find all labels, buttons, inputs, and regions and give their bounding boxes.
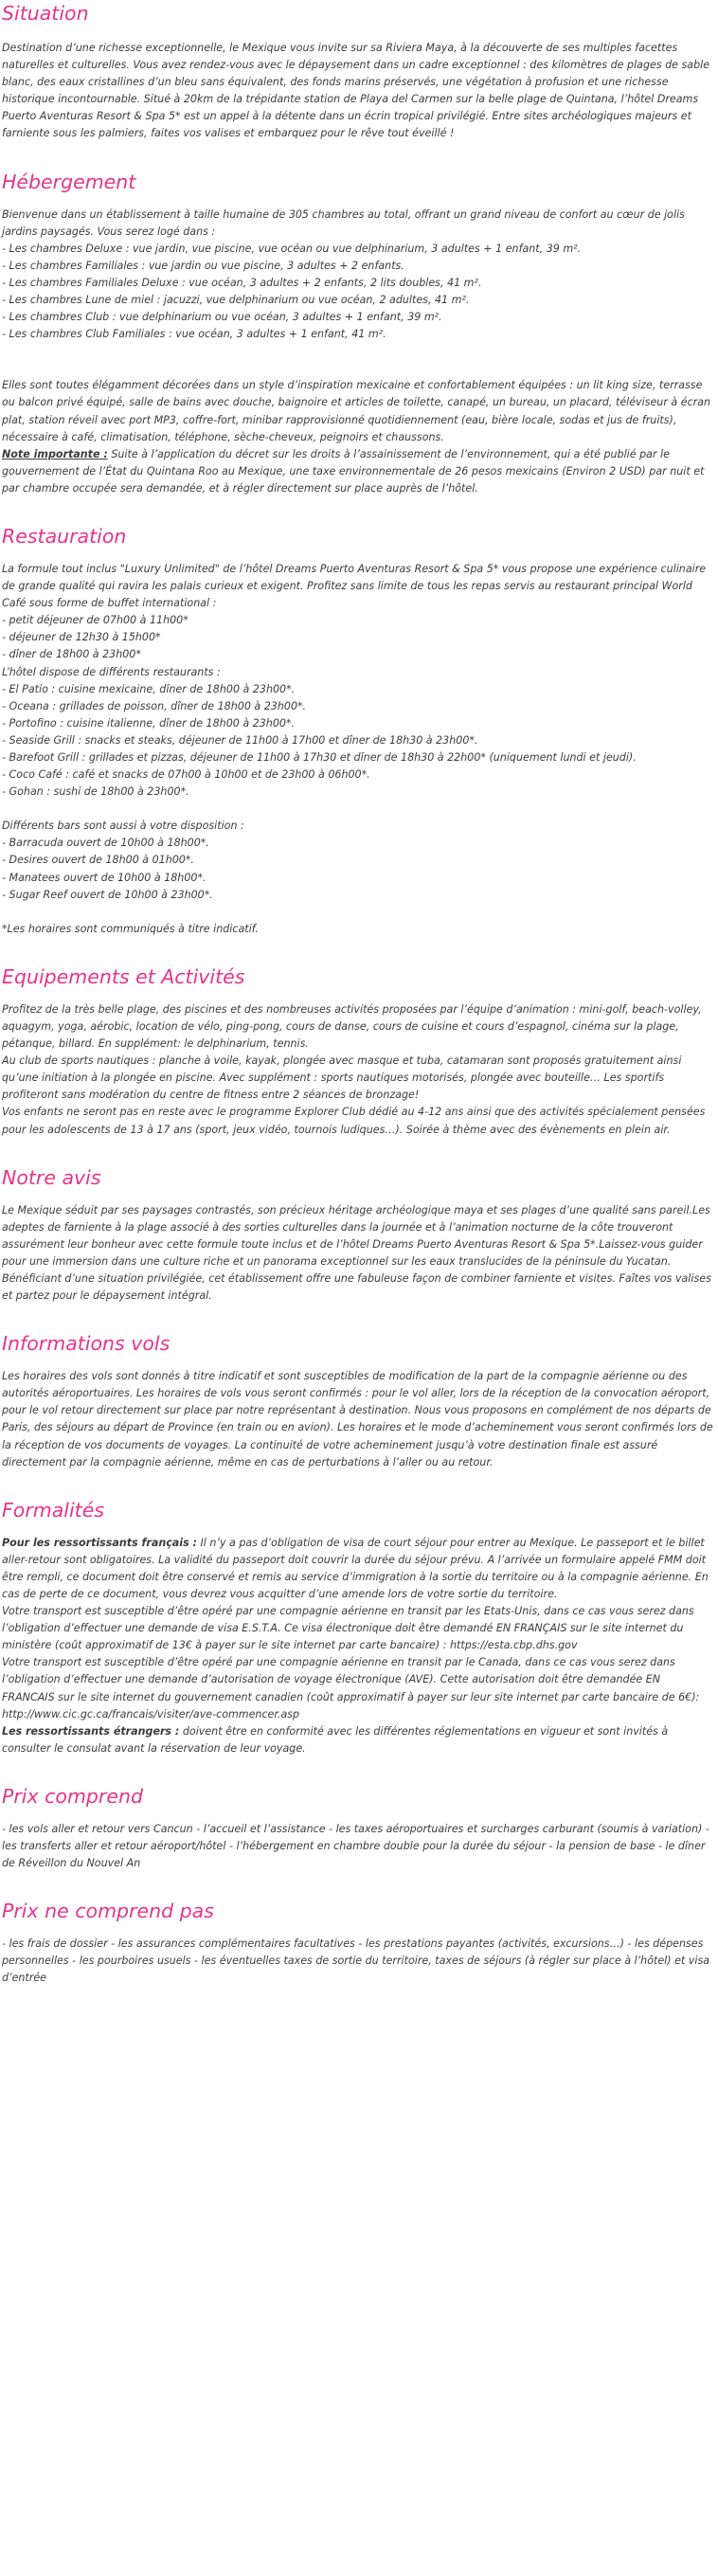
section-situation — [2, 1, 714, 143]
section-prix-ne-comprend — [2, 1899, 714, 1987]
formalites-text — [2, 1535, 714, 1757]
prix-comprend-text — [2, 1821, 714, 1872]
paragraph: Vos enfants ne seront pas en reste avec le programme Explorer Club dédié au 4-12 ans ainsi que des activités spécialement pensées pour les adolescents de 13 à 17 ans (sport, jeux vidéo, tournois ludiques…). Soirée à thème avec des évènements en plein air. — [2, 1106, 706, 1136]
note-paragraph — [2, 446, 714, 497]
section-informations-vols — [2, 1331, 714, 1471]
paragraph: - les vols aller et retour vers Cancun - l’accueil et l’assistance - les taxes aéroportuaires et surcharges carburant (soumis à variation) - les transferts aller et retour aéroport/hôtel - l’hébergement en chambre double pour la durée du séjour - la pension de base - le dîner de Réveillon du Nouvel An — [2, 1822, 709, 1870]
list-item: - déjeuner de 12h30 à 15h00* — [2, 631, 161, 644]
list-item: - Gohan : sushi de 18h00 à 23h00*. — [2, 785, 189, 799]
section-title: Informations vols — [2, 1332, 171, 1356]
list-item: - Les chambres Club Familiales : vue océan, 3 adultes + 1 enfant, 41 m². — [2, 328, 386, 341]
list-item: - Oceana : grillades de poisson, dîner de 18h00 à 23h00*. — [2, 699, 307, 712]
paragraph: Bienvenue dans un établissement à taille humaine de 305 chambres au total, offrant un grand niveau de confort au cœur de jolis jardins paysagés. Vous serez logé dans : — [2, 207, 685, 238]
section-restauration — [2, 524, 714, 938]
list-item: - Les chambres Lune de miel : jacuzzi, vue delphinarium ou vue océan, 2 adultes, 41 m². — [2, 294, 470, 307]
list-item: - Les chambres Familiales : vue jardin ou vue piscine, 3 adultes + 2 enfants. — [2, 259, 404, 272]
list-item: - Sugar Reef ouvert de 10h00 à 23h00*. — [2, 888, 213, 901]
list-item: - Desires ouvert de 18h00 à 01h00*. — [2, 854, 194, 867]
list-item: - Portofino : cuisine italienne, dîner de 18h00 à 23h00*. — [2, 716, 296, 730]
paragraph: Votre transport est susceptible d’être opéré par une compagnie aérienne en transit par les Etats-Unis, dans ce cas vous serez dans l’obligation d’effectuer une demande de visa E.S.T.A. Ce visa électronique doit être demandé EN FRANÇAIS sur le site internet du ministère (coût approximatif de 13€ à payer sur le site internet par carte bancaire) : https://esta.cbp.dhs.gov — [2, 1605, 694, 1652]
paragraph: Différents bars sont aussi à votre disposition : — [2, 820, 244, 833]
list-item: - Seaside Grill : snacks et steaks, déjeuner de 11h00 à 17h00 et dîner de 18h30 à 23h00*. — [2, 733, 478, 747]
section-equipements — [2, 964, 714, 1139]
paragraph — [2, 1723, 714, 1757]
note-text: Suite à l’application du décret sur les droits à l’assainissement de l’environnement, qui a été publié par le gouvernement de l’État du Quintana Roo au Mexique, une taxe environnementale de 26 pesos mexicains (Environ 2 USD) par nuit et par chambre occupée sera demandée, et à régler directement sur place auprès de l’hôtel. — [2, 447, 705, 495]
section-hebergement — [2, 170, 714, 497]
section-title: Equipements et Activités — [2, 964, 245, 988]
equipements-text — [2, 1001, 714, 1139]
list-item: - El Patio : cuisine mexicaine, dîner de 18h00 à 23h00*. — [2, 682, 296, 695]
section-title: Prix comprend — [2, 1784, 143, 1808]
paragraph: Le Mexique séduit par ses paysages contrastés, son précieux héritage archéologique maya et ses plages d’une qualité sans pareil.Les adeptes de farniente à la plage associé à des sorties culturelles dans la journée et à l’animation nocturne de la côte trouveront assurément leur bonheur avec cette formule toute inclus et de l’hôtel Dreams Puerto Aventuras Resort & Spa 5*.Laissez-vous guider pour une immersion dans une culture riche et un panorama exceptionnel sur les eaux translucides de la péninsule du Yucatan. Bénéficiant d’une situation privilégiée, cet établissement offre une fabuleuse façon de combiner farniente et visites. Faîtes vos valises et partez pour le dépaysement intégral. — [2, 1203, 711, 1303]
list-item: - Coco Café : café et snacks de 07h00 à 10h00 et de 23h00 à 06h00*. — [2, 768, 370, 782]
informations-vols-text — [2, 1368, 714, 1471]
list-item: - Manatees ouvert de 10h00 à 18h00*. — [2, 871, 206, 884]
section-formalites — [2, 1498, 714, 1757]
section-title: Prix ne comprend pas — [2, 1900, 214, 1923]
section-title: Formalités — [2, 1498, 105, 1522]
document — [0, 1, 714, 1988]
list-item: - Barracuda ouvert de 10h00 à 18h00*. — [2, 837, 209, 850]
list-item: - Les chambres Club : vue delphinarium ou vue océan, 3 adultes + 1 enfant, 39 m². — [2, 311, 442, 324]
paragraph: Profitez de la très belle plage, des piscines et des nombreuses activités proposées par l’équipe d’animation : mini-golf, beach-volley, aquagym, yoga, aérobic, location de vélo, ping-pong, cours de danse, cours de cuisine et cours d’espagnol, cinéma sur la plage, pétanque, billard. En supplément: le delphinarium, tennis. — [2, 1002, 702, 1051]
list-item: - petit déjeuner de 07h00 à 11h00* — [2, 614, 188, 627]
paragraph: Elles sont toutes élégamment décorées dans un style d’inspiration mexicaine et confortablement équipées : un lit king size, terrasse ou balcon privé équipé, salle de bains avec douche, baignoire et articles de toilette, canapé, un bureau, un placard, téléviseur à écran plat, station réveil avec port MP3, coffre-fort, minibar rapprovisionné quotidiennement (eau, bière locale, sodas et jus de fruits), nécessaire à café, climatisation, téléphone, sèche-cheveux, peignoirs et chaussons. — [2, 379, 711, 443]
list-item: - Barefoot Grill : grillades et pizzas, déjeuner de 11h00 à 17h30 et dîner de 18h30 à 22h00* (uniquement lundi et jeudi). — [2, 751, 637, 764]
hebergement-text — [2, 207, 714, 497]
paragraph: La formule tout inclus "Luxury Unlimited" de l’hôtel Dreams Puerto Aventuras Resort & Spa 5* vous propose une expérience culinaire de grande qualité qui ravira les palais curieux et exigent. Profitez sans limite de tous les repas servis au restaurant principal World Café sous forme de buffet international : — [2, 562, 707, 610]
section-notre-avis — [2, 1165, 714, 1306]
section-title: Notre avis — [2, 1165, 101, 1189]
section-prix-comprend — [2, 1784, 714, 1872]
paragraph: Au club de sports nautiques : planche à voile, kayak, plongée avec masque et tuba, catamaran sont proposés gratuitement ainsi qu’une initiation à la plongée en piscine. Avec supplément : sports nautiques motorisés, plongée avec bouteille… Les sportifs profiteront sans modération du centre de fitness entre 2 séances de bronzage! — [2, 1054, 682, 1102]
list-item: - Les chambres Familiales Deluxe : vue océan, 3 adultes + 2 enfants, 2 lits doubles, 41 m². — [2, 276, 482, 289]
situation-text — [2, 40, 714, 143]
section-title: Restauration — [2, 524, 127, 548]
paragraph: Les horaires des vols sont donnés à titre indicatif et sont susceptibles de modification de la part de la compagnie aérienne ou des autorités aéroportuaires. Les horaires de vols vous seront confirmés : pour le vol aller, lors de la réception de la convocation aéroport, pour le vol retour directement sur place par notre représentant à destination. Nous vous proposons en complément de nos départs de Paris, des séjours au départ de Province (en train ou en avion). Les horaires et le mode d’acheminement vous seront confirmés lors de la réception de vos documents de voyages. La continuité de votre acheminement jusqu’à votre destination finale est assuré directement par la compagnie aérienne, même en cas de perturbations à l’aller ou au retour. — [2, 1370, 713, 1468]
list-item: - Les chambres Deluxe : vue jardin, vue piscine, vue océan ou vue delphinarium, 3 adultes + 1 enfant, 39 m². — [2, 242, 582, 255]
ressortissants-francais-label: Pour les ressortissants français : — [2, 1536, 197, 1549]
restauration-text — [2, 561, 714, 938]
paragraph: - les frais de dossier - les assurances complémentaires facultatives - les prestations payantes (activités, excursions…) - les dépenses personnelles - les pourboires usuels - les éventuelles taxes de sortie du territoire, taxes de séjours (à régler sur place à l’hôtel) et visa d’entrée — [2, 1937, 710, 1985]
list-item: - dîner de 18h00 à 23h00* — [2, 648, 141, 661]
note-label: Note importante : — [2, 447, 108, 460]
paragraph: Destination d’une richesse exceptionnelle, le Mexique vous invite sur sa Riviera Maya, à la découverte de ses multiples facettes naturelles et culturelles. Vous avez rendez-vous avec le dépaysement dans un cadre exceptionnel : des kilomètres de plages de sable blanc, des eaux cristallines d’un bleu sans équivalent, des fonds marins préservés, une végétation à profusion et une richesse historique incontournable. Situé à 20km de la trépidante station de Playa del Carmen sur la belle plage de Quintana, l’hôtel Dreams Puerto Aventuras Resort & Spa 5* est un appel à la détente dans un écrin tropical privilégié. Entre sites archéologiques majeurs et farniente sous les palmiers, faites vos valises et embarquez pour le rêve tout éveillé ! — [2, 42, 710, 140]
paragraph — [2, 1535, 714, 1603]
ressortissants-francais-text: Il n’y a pas d’obligation de visa de court séjour pour entrer au Mexique. Le passeport et le billet aller-retour sont obligatoires. La validité du passeport doit couvrir la durée du séjour prévu. A l’arrivée un formulaire appelé FMM doit être rempli, ce document doit être conservé et remis au service d’immigration à la sortie du territoire ou à la compagnie aérienne. En cas de perte de ce document, vous devrez vous acquitter d’une amende lors de votre sortie du territoire. — [2, 1536, 709, 1600]
ressortissants-etrangers-text: doivent être en conformité avec les différentes réglementations en vigueur et sont invités à consulter le consulat avant la réservation de leur voyage. — [2, 1724, 669, 1755]
paragraph: Votre transport est susceptible d’être opéré par une compagnie aérienne en transit par le Canada, dans ce cas vous serez dans l’obligation d’effectuer une demande d’autorisation de voyage électronique (AVE). Cette autorisation doit être demandée EN FRANCAIS sur le site internet du gouvernement canadien (coût approximatif à payer sur leur site internet par carte bancaire de 6€): http://www.cic.gc.ca/francais/visiter/ave-commencer.asp — [2, 1656, 700, 1720]
prix-ne-comprend-text — [2, 1936, 714, 1987]
notre-avis-text — [2, 1202, 714, 1306]
section-title: Hébergement — [2, 170, 136, 193]
section-title: Situation — [2, 2, 89, 25]
ressortissants-etrangers-label: Les ressortissants étrangers : — [2, 1724, 180, 1738]
paragraph: L’hôtel dispose de différents restaurants : — [2, 665, 221, 678]
footnote: *Les horaires sont communiqués à titre indicatif. — [2, 922, 259, 935]
